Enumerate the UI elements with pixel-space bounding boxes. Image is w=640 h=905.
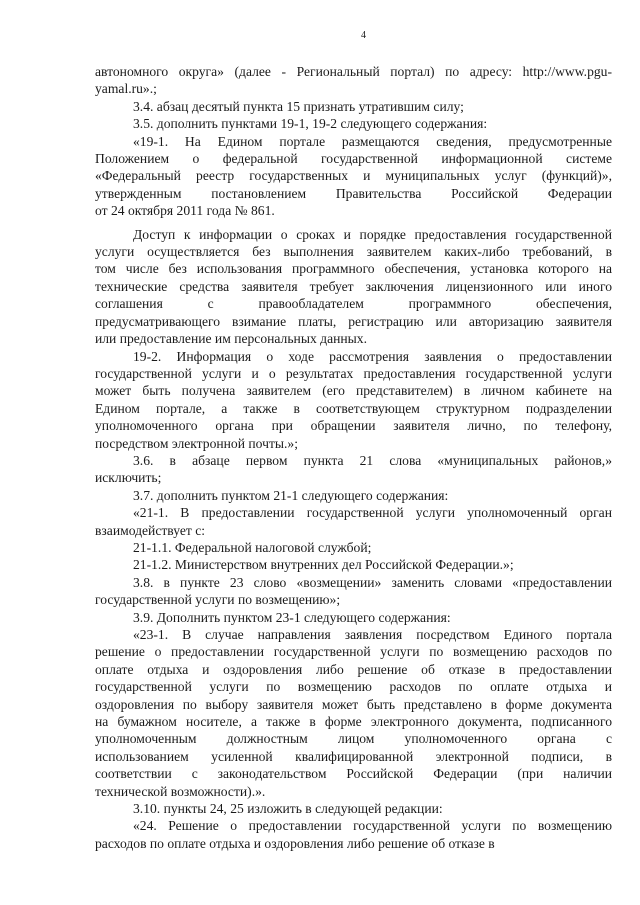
- text-line: 3.10. пункты 24, 25 изложить в следующей редакции:: [133, 801, 443, 817]
- text-line: 21-1.1. Федеральной налоговой службой;: [133, 539, 372, 555]
- text-line: yamal.ru».;: [95, 81, 157, 97]
- text-line: оздоровления по выбору заявителя может быть представлено в форме документа: [95, 696, 612, 712]
- text-line: на бумажном носителе, а также в форме электронного документа, подписанного: [95, 714, 612, 730]
- text-line: 3.4. абзац десятый пункта 15 признать утратившим силу;: [133, 98, 464, 114]
- text-line: государственной услуги по возмещению расходов по оплате отдыха и: [95, 679, 612, 695]
- text-line: государственной услуги по возмещению»;: [95, 592, 341, 608]
- text-line: «19-1. На Едином портале размещаются сведения, предусмотренные: [133, 133, 612, 149]
- text-line: государственной услуги и о результатах предоставления государственной услуги: [95, 365, 612, 381]
- text-line: технические средства заявителя требует заключения лицензионного или иного: [95, 278, 612, 294]
- text-line: 3.6. в абзаце первом пункта 21 слова «муниципальных районов,»: [133, 452, 612, 468]
- text-line: 3.5. дополнить пунктами 19-1, 19-2 следующего содержания:: [133, 116, 488, 132]
- text-line: исключить;: [95, 470, 162, 486]
- paragraph: [95, 226, 612, 348]
- paragraph: [95, 452, 612, 487]
- text-line: уполномоченного органа при обращении заявителя лично, по телефону,: [95, 418, 612, 434]
- text-line: решение о предоставлении государственной услуги по возмещению расходов по: [95, 644, 612, 660]
- paragraph: [95, 609, 612, 626]
- paragraph: [95, 115, 612, 132]
- text-line: 21-1.2. Министерством внутренних дел Российской Федерации.»;: [133, 557, 514, 573]
- paragraph: [95, 487, 612, 504]
- text-line: или предоставление им персональных данных.: [95, 331, 367, 347]
- paragraph: [95, 626, 612, 800]
- text-line: утвержденным постановлением Правительства Российской Федерации: [95, 185, 612, 201]
- paragraph: [95, 348, 612, 452]
- paragraph: [95, 98, 612, 115]
- text-line: может быть получена заявителем (его представителем) в личном кабинете на: [95, 383, 612, 399]
- text-line: автономного округа» (далее - Региональный портал) по адресу: http://www.pgu-: [95, 64, 612, 79]
- text-line: посредством электронной почты.»;: [95, 435, 299, 451]
- text-line: том числе без использования программного обеспечения, установка которого на: [95, 261, 612, 277]
- paragraph: [95, 539, 612, 556]
- text-line: уполномоченным должностным лицом уполномоченного органа с: [95, 731, 612, 747]
- page-number: 4: [361, 30, 366, 41]
- text-line: от 24 октября 2011 года № 861.: [95, 203, 275, 219]
- paragraph: [95, 63, 612, 98]
- text-line: 3.9. Дополнить пунктом 23-1 следующего содержания:: [133, 609, 451, 625]
- text-line: «24. Решение о предоставлении государственной услуги по возмещению: [133, 818, 612, 834]
- text-line: соответствии с законодательством Российской Федерации (при наличии: [95, 766, 612, 782]
- text-line: «23-1. В случае направления заявления посредством Единого портала: [133, 627, 612, 642]
- paragraph: [95, 800, 612, 817]
- text-line: соглашения с правообладателем программного обеспечения,: [95, 296, 612, 312]
- text-line: расходов по оплате отдыха и оздоровления либо решение об отказе в: [95, 835, 495, 851]
- text-line: технической возможности).».: [95, 783, 266, 799]
- text-line: взаимодействует с:: [95, 522, 206, 538]
- text-line: услуги осуществляется без выполнения заявителем каких-либо требований, в: [95, 244, 612, 260]
- text-line: 19-2. Информация о ходе рассмотрения заявления о предоставлении: [133, 348, 612, 364]
- text-line: оплате отдыха и оздоровления либо решение об отказе в предоставлении: [95, 661, 612, 677]
- text-line: Положением о федеральной государственной информационной системе: [95, 151, 612, 167]
- text-line: «Федеральный реестр государственных и муниципальных услуг (функций)»,: [95, 168, 612, 184]
- paragraph: [95, 504, 612, 539]
- text-line: Доступ к информации о сроках и порядке предоставления государственной: [133, 226, 612, 242]
- paragraph: [95, 556, 612, 573]
- text-line: 3.7. дополнить пунктом 21-1 следующего содержания:: [133, 487, 449, 503]
- document-body: [95, 63, 612, 852]
- paragraph: [95, 574, 612, 609]
- paragraph: [95, 133, 612, 220]
- text-line: использованием усиленной квалифицированной электронной подписи, в: [95, 748, 612, 764]
- text-line: «21-1. В предоставлении государственной услуги уполномоченный орган: [133, 505, 612, 521]
- text-line: Едином портале, а также в соответствующем структурном подразделении: [95, 400, 612, 416]
- paragraph: [95, 817, 612, 852]
- text-line: 3.8. в пункте 23 слово «возмещении» заменить словами «предоставлении: [133, 574, 612, 590]
- text-line: предусматривающего взимание платы, регистрацию или авторизацию заявителя: [95, 313, 612, 329]
